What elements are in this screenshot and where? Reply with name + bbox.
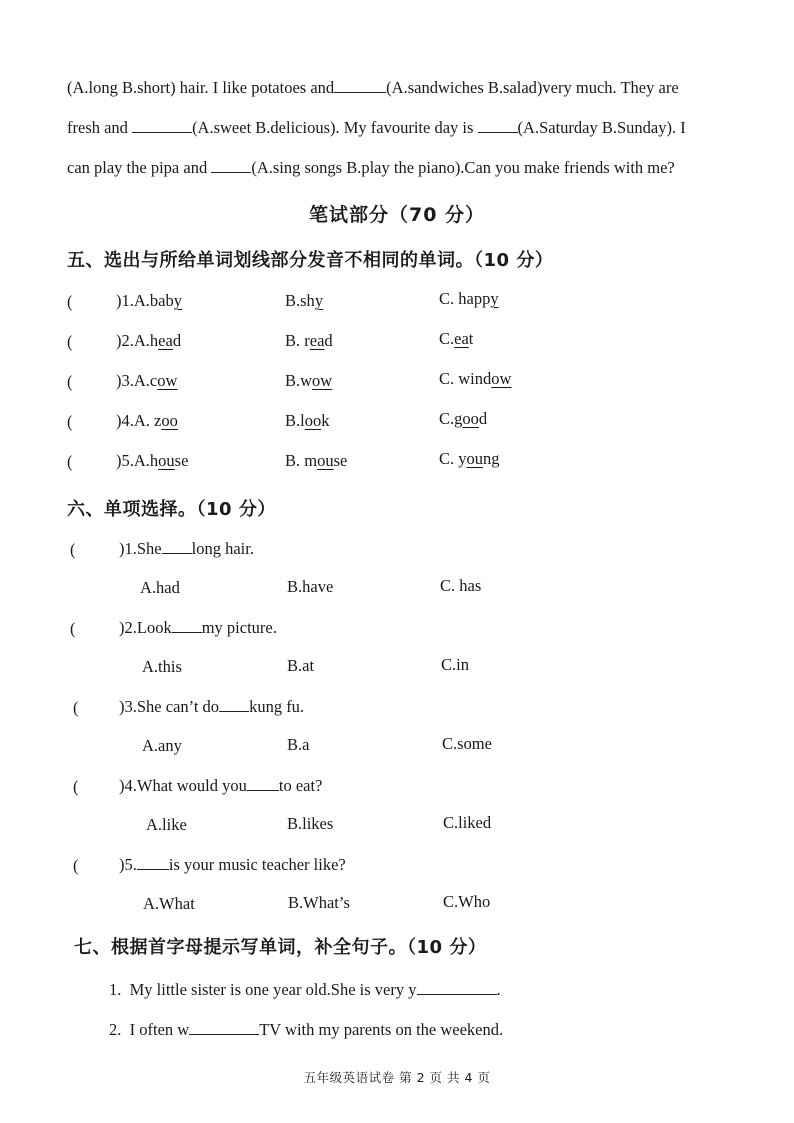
question-text: )5. is your music teacher like?: [119, 855, 346, 874]
choice-c: C.some: [442, 734, 492, 753]
answer-paren[interactable]: (: [67, 372, 73, 391]
option-a: )2.A.head: [116, 331, 182, 350]
option-b: B.shy: [285, 291, 324, 310]
passage-line-2: fresh and (A.sweet B.delicious). My favourite day is (A.Saturday B.Sunday). I: [67, 118, 686, 137]
question-text: )2.Look my picture.: [119, 618, 277, 637]
section7-blank-1[interactable]: [417, 980, 497, 995]
answer-paren[interactable]: (: [70, 619, 76, 638]
option-b: B.wow: [285, 371, 333, 390]
choice-a: A.What: [143, 894, 195, 913]
choice-b: B.a: [287, 735, 310, 754]
question-blank[interactable]: [219, 697, 249, 712]
question-text: )3.She can’t do kung fu.: [119, 697, 305, 716]
answer-paren[interactable]: (: [67, 332, 73, 351]
choice-c: C.liked: [443, 813, 492, 832]
question-blank[interactable]: [247, 776, 279, 791]
choice-b: B.likes: [287, 814, 334, 833]
answer-paren[interactable]: (: [67, 452, 73, 471]
answer-paren[interactable]: (: [67, 292, 73, 311]
passage-blank-3[interactable]: [478, 118, 518, 133]
option-b: B. read: [285, 331, 333, 350]
option-b: B. mouse: [285, 451, 348, 470]
answer-paren[interactable]: (: [70, 540, 76, 559]
page-footer: 五年级英语试卷 第 2 页 共 4 页: [303, 1070, 491, 1085]
option-c: C.eat: [439, 329, 474, 348]
answer-paren[interactable]: (: [73, 698, 79, 717]
section7-blank-2[interactable]: [189, 1020, 259, 1035]
answer-paren[interactable]: (: [73, 856, 79, 875]
choice-b: B.What’s: [288, 893, 350, 912]
question-text: )1.She long hair.: [119, 539, 254, 558]
section6-title: 六、单项选择。（10 分）: [67, 499, 276, 520]
option-a: )3.A.cow: [116, 371, 178, 390]
written-part-title: 笔试部分（70 分）: [308, 204, 486, 226]
option-a: )1.A.baby: [116, 291, 182, 310]
choice-b: B.have: [287, 577, 334, 596]
question-blank[interactable]: [172, 618, 202, 633]
choice-a: A.this: [142, 657, 182, 676]
section5-title: 五、选出与所给单词划线部分发音不相同的单词。（10 分）: [67, 250, 554, 271]
option-b: B.look: [285, 411, 330, 430]
option-a: )4.A. zoo: [116, 411, 178, 430]
choice-a: A.any: [142, 736, 182, 755]
passage-blank-2[interactable]: [132, 118, 192, 133]
question-blank[interactable]: [137, 855, 169, 870]
passage-blank-1[interactable]: [334, 78, 386, 93]
passage-line-3: can play the pipa and (A.sing songs B.play the piano).Can you make friends with me?: [67, 158, 675, 177]
choice-a: A.had: [140, 578, 180, 597]
section7-title: 七、根据首字母提示写单词，补全句子。（10 分）: [74, 937, 487, 958]
option-c: C.good: [439, 409, 488, 428]
section7-item-1: 1. My little sister is one year old.She is very y .: [109, 980, 501, 999]
choice-b: B.at: [287, 656, 315, 675]
choice-a: A.like: [146, 815, 187, 834]
choice-c: C.Who: [443, 892, 491, 911]
choice-c: C.in: [441, 655, 469, 674]
passage-line-1: (A.long B.short) hair. I like potatoes and (A.sandwiches B.salad)very much. They are: [67, 78, 679, 97]
option-c: C. window: [439, 369, 512, 388]
option-a: )5.A.house: [116, 451, 189, 470]
option-c: C. young: [439, 449, 500, 468]
question-text: )4.What would you to eat?: [119, 776, 323, 795]
answer-paren[interactable]: (: [67, 412, 73, 431]
section7-item-2: 2. I often w TV with my parents on the weekend.: [109, 1020, 504, 1039]
question-blank[interactable]: [162, 539, 192, 554]
option-c: C. happy: [439, 289, 499, 308]
passage-blank-4[interactable]: [211, 158, 251, 173]
answer-paren[interactable]: (: [73, 777, 79, 796]
choice-c: C. has: [440, 576, 482, 595]
